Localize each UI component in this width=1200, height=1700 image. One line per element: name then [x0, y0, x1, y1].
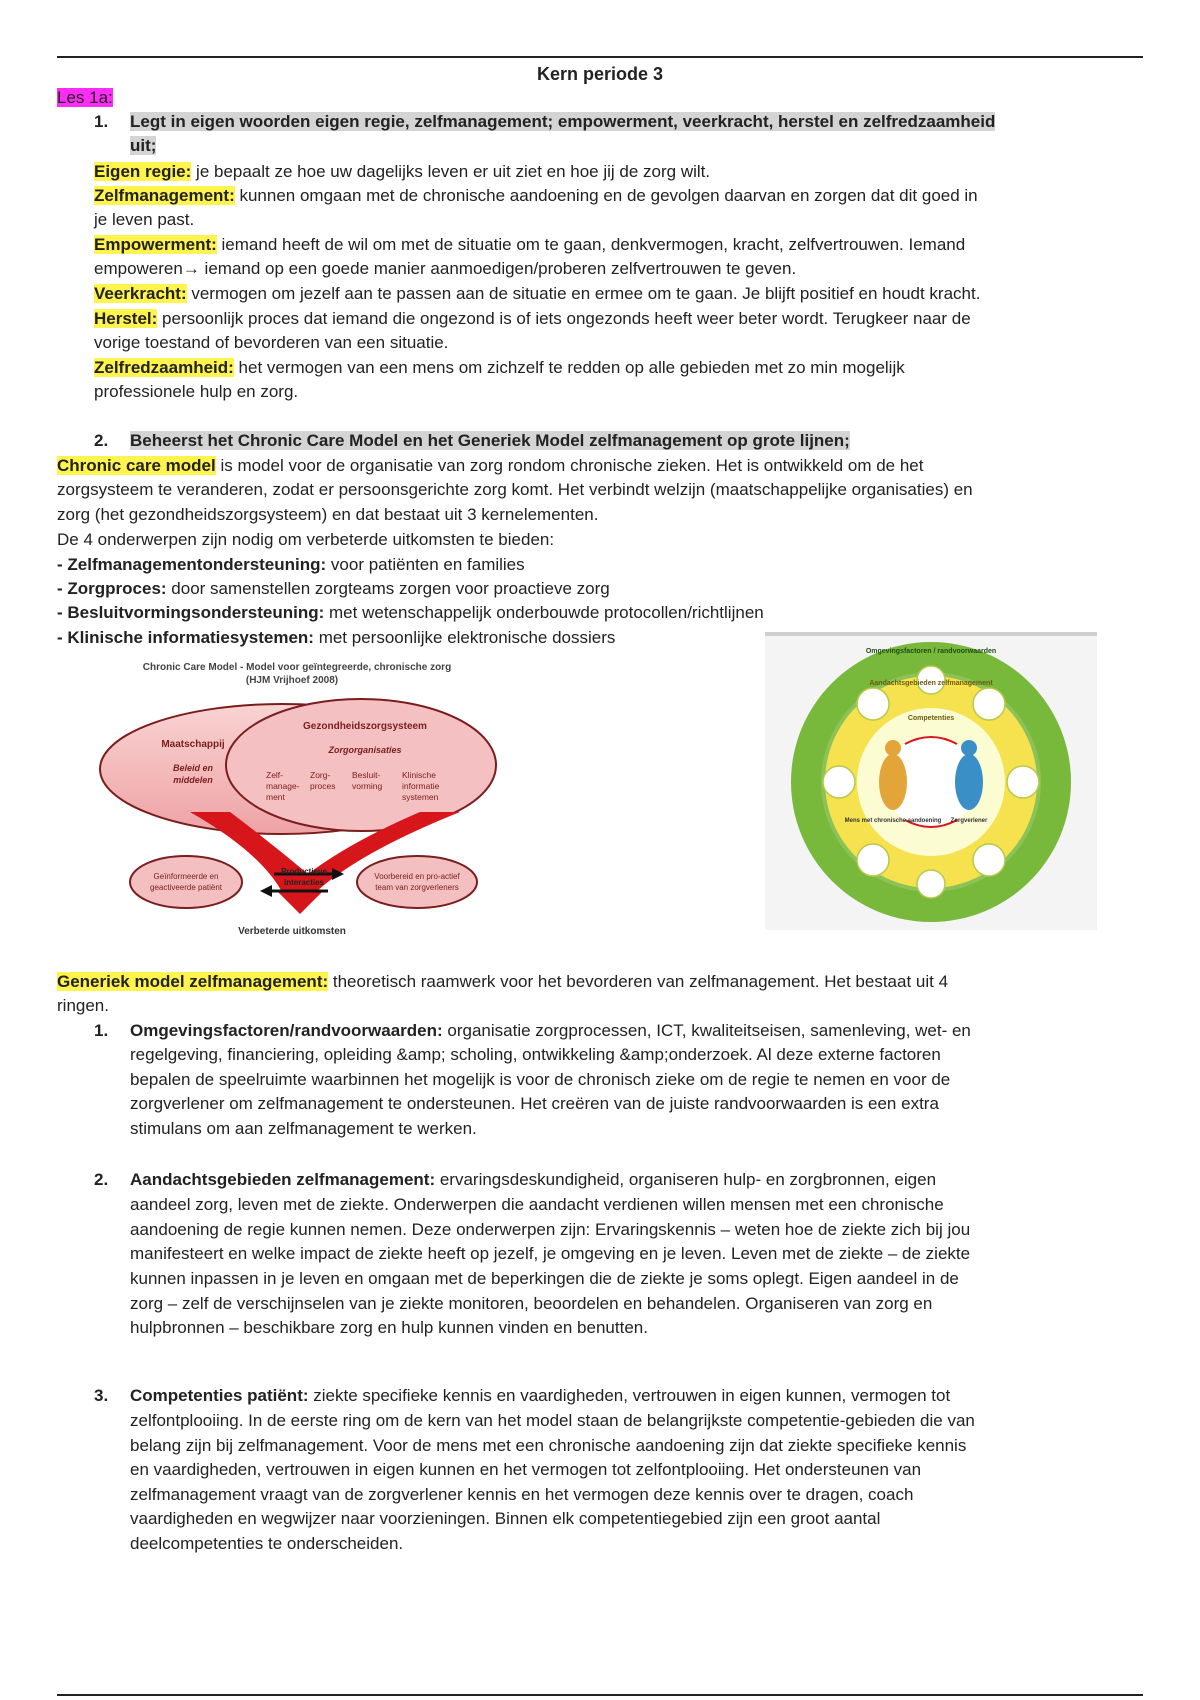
- gmz-item-2-line-5: kunnen inpassen in je leven en omgaan met de beperkingen die de ziekte je soms oplegt. Eigen aandeel in de: [130, 1269, 959, 1288]
- fig1-col-4a: Klinische: [402, 770, 437, 780]
- fig2-second-label: Aandachtsgebieden zelfmanagement: [869, 680, 993, 687]
- fig1-productief-1: Productieve: [281, 867, 327, 876]
- healthcare-ellipse: [226, 699, 496, 831]
- gmz-item-1-line-4: zorgverlener om zelfmanagement te ondersteunen. Het creëren van de juiste randvoorwaarden is een extra: [130, 1094, 939, 1113]
- gmz-item-3-line-5: zelfmanagement vraagt van de zorgverlener kennis en het vermogen deze kennis over te dragen, coach: [130, 1485, 914, 1504]
- def-empowerment-cont: empoweren→ iemand op een goede manier aanmoedigen/proberen zelfvertrouwen te geven.: [94, 259, 797, 278]
- ccm-bullet-2: - Zorgproces: door samenstellen zorgteams zorgen voor proactieve zorg: [57, 579, 610, 598]
- gmz-item-2-line-1: Aandachtsgebieden zelfmanagement: ervaringsdeskundigheid, organiseren hulp- en zorgbronnen, eigen: [130, 1170, 937, 1189]
- patient-figure: [879, 754, 907, 810]
- ccm-bullet-4: - Klinische informatiesystemen: met persoonlijke elektronische dossiers: [57, 628, 616, 647]
- gmz-item-2-line-2: aandeel zorg, leven met de ziekte. Onderwerpen die aandacht verdienen willen mensen met een chronische: [130, 1195, 944, 1214]
- fig2-inner-label: Competenties: [907, 715, 955, 722]
- gmz-item-1-line-5: stimulans om aan zelfmanagement te werken.: [130, 1119, 477, 1138]
- gmz-item-3-line-7: deelcompetenties te onderscheiden.: [130, 1534, 404, 1553]
- def-zelfredzaamheid-cont: professionele hulp en zorg.: [94, 382, 299, 401]
- def-empowerment: Empowerment: iemand heeft de wil om met de situatie om te gaan, denkvermogen, kracht, zelfvertrouwen. Iemand: [94, 235, 966, 254]
- gmz-item-2-line-3: aandoening de regie kunnen nemen. Deze onderwerpen zijn: Ervaringskennis – weten hoe de ziekte zich bij jou: [130, 1220, 971, 1239]
- gmz-item-1-line-2: regelgeving, financiering, opleiding &amp; scholing, ontwikkeling &amp;onderzoek. Al deze externe factoren: [130, 1045, 941, 1064]
- team-ellipse: [357, 856, 477, 908]
- ccm-bullet-1: - Zelfmanagementondersteuning: voor patiënten en families: [57, 555, 525, 574]
- fig1-col-1c: ment: [266, 792, 285, 802]
- def-herstel-cont: vorige toestand of bevorderen van een situatie.: [94, 333, 449, 352]
- ccm-line-1: Chronic care model is model voor de organisatie van zorg rondom chronische zieken. Het is ontwikkeld om de het: [57, 456, 924, 475]
- def-zelfmanagement: Zelfmanagement: kunnen omgaan met de chronische aandoening en de gevolgen daarvan en zorgen dat dit goed in: [94, 186, 978, 205]
- ccm-line-3: zorg (het gezondheidszorgsysteem) en dat bestaat uit 3 kernelementen.: [57, 505, 599, 524]
- fig1-col-2b: proces: [310, 781, 336, 791]
- gmz-item-1-line-3: bepalen de speelruimte waarbinnen het mogelijk is voor de chronisch zieke om de regie te nemen en voor de: [130, 1070, 951, 1089]
- fig1-patient-2: geactiveerde patiënt: [149, 883, 223, 892]
- def-herstel: Herstel: persoonlijk proces dat iemand die ongezond is of iets ongezonds heeft weer beter wordt. Terugkeer naar de: [94, 309, 971, 328]
- gmz-item-3-line-3: belang zijn bij zelfmanagement. Voor de mens met een chronische aandoening zijn dat ziekte specifieke kennis: [130, 1436, 967, 1455]
- gmz-item-1-line-1: Omgevingsfactoren/randvoorwaarden: organisatie zorgprocessen, ICT, kwaliteitseisen, samenleving, wet- en: [130, 1021, 971, 1040]
- gmz-item-2-line-4: manifesteert en welke impact de ziekte heeft op jezelf, je omgeving en je leven. Leven met de ziekte – de ziekte: [130, 1244, 971, 1263]
- fig2-outer-label: Omgevingsfactoren / randvoorwaarden: [865, 648, 997, 655]
- fig1-zorgorg: Zorgorganisaties: [328, 745, 402, 755]
- fig1-col-2a: Zorg-: [310, 770, 331, 780]
- chronic-care-model-figure: [60, 652, 535, 947]
- q1-line-1: Legt in eigen woorden eigen regie, zelfmanagement; empowerment, veerkracht, herstel en zelfredzaamheid: [130, 112, 996, 131]
- generic-model-figure: [765, 632, 1097, 930]
- gmz-line-2: ringen.: [57, 996, 109, 1015]
- ccm-line-4: De 4 onderwerpen zijn nodig om verbeterde uitkomsten te bieden:: [57, 530, 555, 549]
- fig1-beleid-1: Beleid en: [172, 763, 214, 773]
- fig1-col-1b: manage-: [266, 781, 300, 791]
- gmz-item-2-line-7: hulpbronnen – beschikbare zorg en hulp kunnen vinden en benutten.: [130, 1318, 648, 1337]
- def-eigen-regie: Eigen regie: je bepaalt ze hoe uw dagelijks leven er uit ziet en hoe jij de zorg wilt.: [94, 162, 711, 181]
- bottom-rule: [57, 1694, 1143, 1696]
- fig1-col-1a: Zelf-: [266, 770, 283, 780]
- def-zelfmanagement-cont: je leven past.: [94, 210, 195, 229]
- patient-ellipse: [130, 856, 242, 908]
- fig1-title: Chronic Care Model - Model voor geïntegreerde, chronische zorg: [142, 662, 452, 673]
- def-veerkracht: Veerkracht: vermogen om jezelf aan te passen aan de situatie en ermee om te gaan. Je blijft positief en houdt kracht.: [94, 284, 981, 303]
- q2-number: 2.: [94, 431, 109, 450]
- lesson-label: Les 1a:: [57, 88, 113, 107]
- fig1-col-3b: vorming: [352, 781, 383, 791]
- fig1-beleid-2: middelen: [173, 775, 213, 785]
- fig1-col-4b: informatie: [402, 781, 440, 791]
- def-zelfredzaamheid: Zelfredzaamheid: het vermogen van een mens om zichzelf te redden op alle gebieden met zo min mogelijk: [94, 358, 905, 377]
- gmz-item-3-line-4: en vaardigheden, vertrouwen in eigen kunnen en het vermogen tot zelfontplooiing. Het ondersteunen van: [130, 1460, 922, 1479]
- gmz-item-2-line-6: zorg – zelf de verschijnselen van je ziekte monitoren, beoordelen en behandelen. Organiseren van zorg en: [130, 1294, 933, 1313]
- gmz-item-3-number: 3.: [94, 1386, 109, 1405]
- fig1-outcome: Verbeterde uitkomsten: [238, 926, 346, 937]
- fig1-patient-1: Geïnformeerde en: [153, 872, 219, 881]
- q1-line-2: uit;: [130, 136, 157, 155]
- arrow-head: [276, 890, 324, 914]
- fig1-team-1: Voorbereid en pro-actief: [374, 872, 460, 881]
- fig1-maatschappij: Maatschappij: [161, 739, 225, 750]
- fig1-col-3a: Besluit-: [352, 770, 381, 780]
- gmz-item-2-number: 2.: [94, 1170, 109, 1189]
- gmz-item-3-line-2: zelfontplooiing. In de eerste ring om de kern van het model staan de belangrijkste competentie-gebieden die van: [130, 1411, 975, 1430]
- q1-number: 1.: [94, 112, 109, 131]
- fig2-center-left: Mens met chronische aandoening: [844, 818, 942, 824]
- q2-text: Beheerst het Chronic Care Model en het Generiek Model zelfmanagement op grote lijnen;: [130, 431, 850, 450]
- fig1-subtitle: (HJM Vrijhoef 2008): [245, 675, 339, 686]
- gmz-item-1-number: 1.: [94, 1021, 109, 1040]
- gmz-item-3-line-1: Competenties patiënt: ziekte specifieke kennis en vaardigheden, vertrouwen in eigen kunnen, vermogen tot: [130, 1386, 951, 1405]
- ccm-bullet-3: - Besluitvormingsondersteuning: met wetenschappelijk onderbouwde protocollen/richtlijnen: [57, 603, 764, 622]
- fig1-col-4c: systemen: [402, 792, 439, 802]
- fig1-gezondheid: Gezondheidszorgsysteem: [303, 721, 427, 732]
- gmz-item-3-line-6: vaardigheden en wegwijzer naar voorzieningen. Binnen elk competentiegebied zijn een groot aantal: [130, 1509, 881, 1528]
- top-rule: [57, 56, 1143, 58]
- page-title: Kern periode 3: [536, 64, 664, 84]
- ccm-line-2: zorgsysteem te veranderen, zodat er persoonsgerichte zorg komt. Het verbindt welzijn (maatschappelijke organisaties) en: [57, 480, 973, 499]
- fig1-team-2: team van zorgverleners: [375, 883, 459, 892]
- gmz-line-1: Generiek model zelfmanagement: theoretisch raamwerk voor het bevorderen van zelfmanagement. Het bestaat uit 4: [57, 972, 949, 991]
- caregiver-figure: [955, 754, 983, 810]
- fig2-center-right: Zorgverlener: [950, 818, 988, 824]
- fig1-productief-2: interacties: [283, 878, 325, 887]
